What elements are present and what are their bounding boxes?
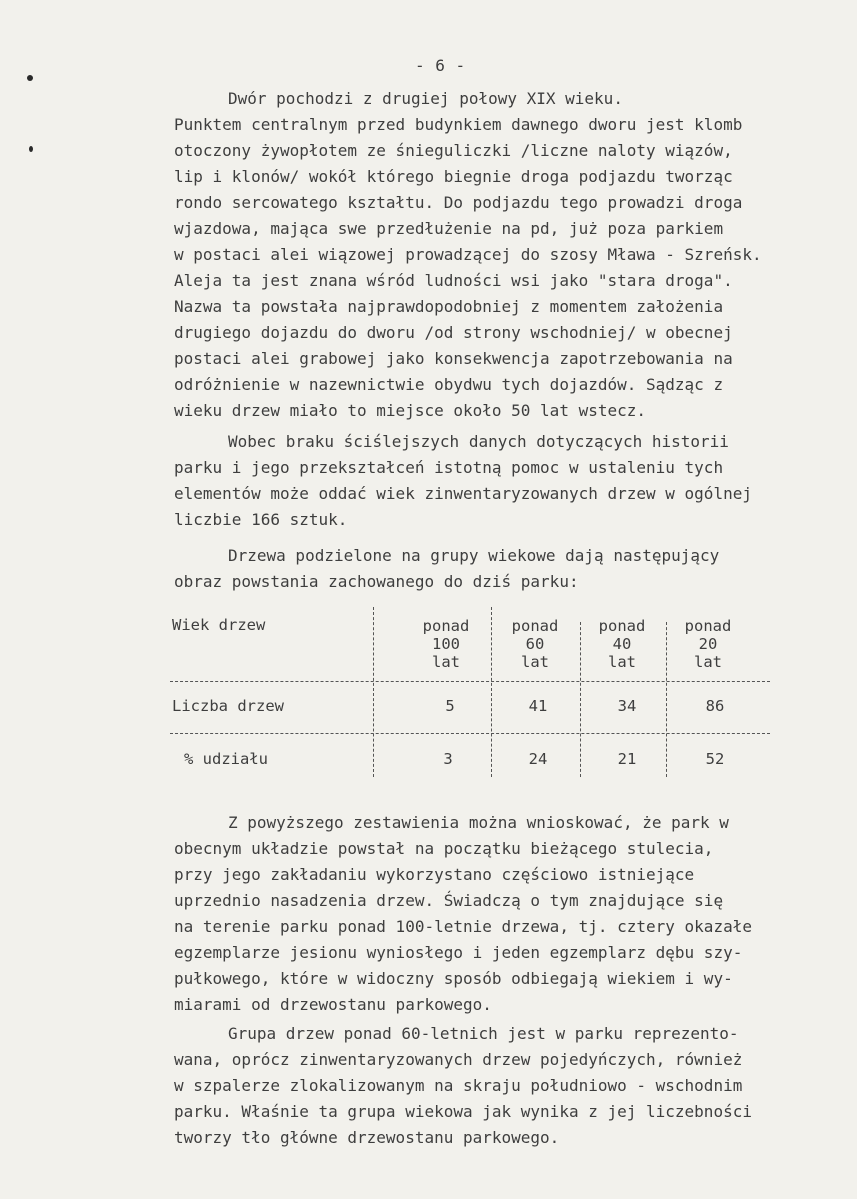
text-line: Punktem centralnym przed budynkiem dawnego dworu jest klomb xyxy=(174,115,743,134)
table-row-label: Liczba drzew xyxy=(172,697,284,715)
text-line: Z powyższego zestawienia można wnioskować, że park w xyxy=(228,813,729,832)
table-cell: 52 xyxy=(705,750,725,768)
table-header-label: Wiek drzew xyxy=(172,616,266,634)
table-column-divider xyxy=(491,607,492,777)
text-line: w postaci alei wiązowej prowadzącej do szosy Mława - Szreńsk. xyxy=(174,245,762,264)
text-line: liczbie 166 sztuk. xyxy=(174,510,348,529)
table-cell: 24 xyxy=(528,750,548,768)
table-cell: 21 xyxy=(617,750,637,768)
text-line: Grupa drzew ponad 60-letnich jest w parku reprezento- xyxy=(228,1024,739,1043)
table-cell: 41 xyxy=(528,697,548,715)
text-line: wieku drzew miało to miejsce około 50 lat wstecz. xyxy=(174,401,647,420)
text-line: lip i klonów/ wokół którego biegnie droga podjazdu tworząc xyxy=(174,167,733,186)
text-line: Nazwa ta powstała najprawdopodobniej z momentem założenia xyxy=(174,297,724,316)
text-line: odróżnienie w nazewnictwie obydwu tych dojazdów. Sądząc z xyxy=(174,375,724,394)
text-line: rondo sercowatego kształtu. Do podjazdu tego prowadzi droga xyxy=(174,193,743,212)
table-header-cell: ponad 40 lat xyxy=(598,617,646,671)
table-cell: 34 xyxy=(617,697,637,715)
text-line: obraz powstania zachowanego do dziś parku: xyxy=(174,572,579,591)
text-line: wjazdowa, mająca swe przedłużenie na pd, już poza parkiem xyxy=(174,219,724,238)
text-line: parku. Właśnie ta grupa wiekowa jak wynika z jej liczebności xyxy=(174,1102,752,1121)
table-row-divider xyxy=(170,733,770,734)
text-line: Wobec braku ściślejszych danych dotyczących historii xyxy=(228,432,729,451)
table-cell: 86 xyxy=(705,697,725,715)
text-line: wana, oprócz zinwentaryzowanych drzew pojedyńczych, również xyxy=(174,1050,743,1069)
text-line: w szpalerze zlokalizowanym na skraju południowo - wschodnim xyxy=(174,1076,743,1095)
text-line: na terenie parku ponad 100-letnie drzewa, tj. cztery okazałe xyxy=(174,917,752,936)
table-cell: 5 xyxy=(445,697,455,715)
text-line: Drzewa podzielone na grupy wiekowe dają następujący xyxy=(228,546,720,565)
text-line: pułkowego, które w widoczny sposób odbiegają wiekiem i wy- xyxy=(174,969,733,988)
text-line: egzemplarze jesionu wyniosłego i jeden egzemplarz dębu szy- xyxy=(174,943,743,962)
text-line: elementów może oddać wiek zinwentaryzowanych drzew w ogólnej xyxy=(174,484,752,503)
text-line: przy jego zakładaniu wykorzystano częściowo istniejące xyxy=(174,865,695,884)
table-row-divider xyxy=(170,681,770,682)
table-header-cell: ponad 20 lat xyxy=(684,617,732,671)
text-line: otoczony żywopłotem ze śnieguliczki /liczne naloty wiązów, xyxy=(174,141,733,160)
table-header-cell: ponad 60 lat xyxy=(511,617,559,671)
table-row-label: % udziału xyxy=(184,750,268,768)
text-line: Aleja ta jest znana wśród ludności wsi jako "stara droga". xyxy=(174,271,733,290)
punch-hole-top xyxy=(27,75,33,81)
table-cell: 3 xyxy=(443,750,453,768)
table-column-divider xyxy=(580,622,581,777)
page-number: - 6 - xyxy=(415,56,466,75)
text-line: obecnym układzie powstał na początku bieżącego stulecia, xyxy=(174,839,714,858)
table-header-cell: ponad 100 lat xyxy=(422,617,470,671)
text-line: tworzy tło główne drzewostanu parkowego. xyxy=(174,1128,560,1147)
punch-hole-bottom xyxy=(29,146,33,152)
text-line: miarami od drzewostanu parkowego. xyxy=(174,995,492,1014)
text-line: postaci alei grabowej jako konsekwencja zapotrzebowania na xyxy=(174,349,733,368)
text-line: Dwór pochodzi z drugiej połowy XIX wieku. xyxy=(228,89,623,108)
text-line: parku i jego przekształceń istotną pomoc w ustaleniu tych xyxy=(174,458,724,477)
text-line: uprzednio nasadzenia drzew. Świadczą o tym znajdujące się xyxy=(174,891,724,910)
table-column-divider xyxy=(666,622,667,777)
table-column-divider xyxy=(373,607,374,777)
text-line: drugiego dojazdu do dworu /od strony wschodniej/ w obecnej xyxy=(174,323,733,342)
